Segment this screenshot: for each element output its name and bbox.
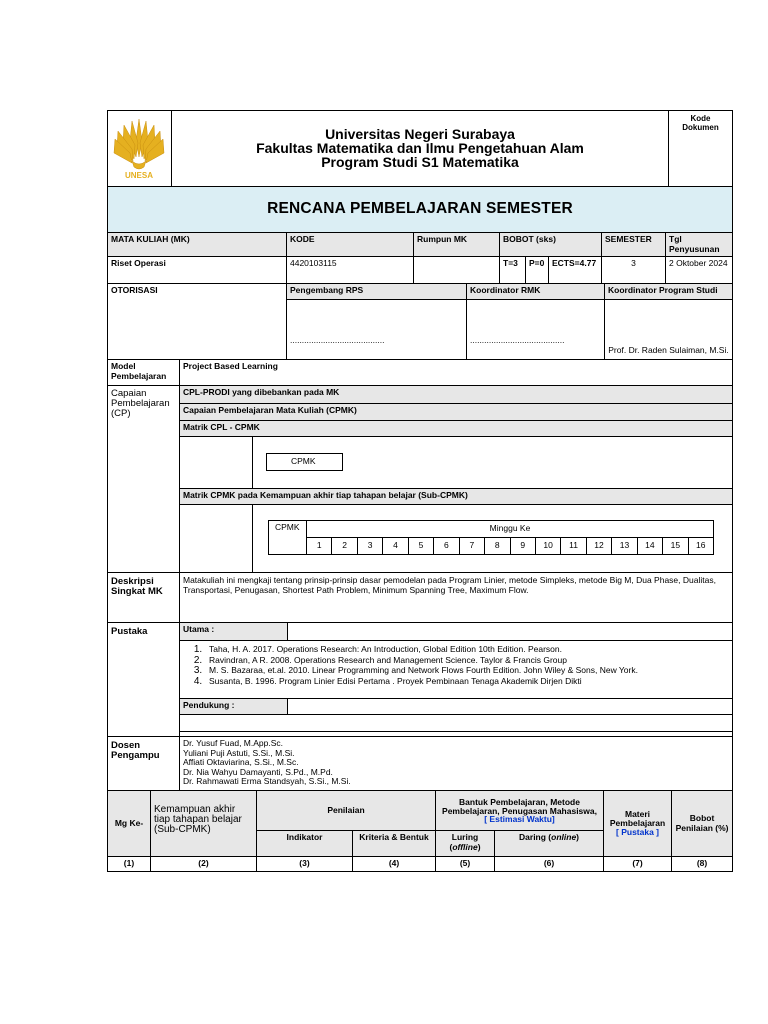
offline-text: offline <box>452 842 478 853</box>
week-cell: 2 <box>332 538 357 555</box>
model-label: Model Pembelajaran <box>108 360 180 386</box>
dosen-list <box>180 737 733 791</box>
rps-document <box>107 110 732 872</box>
dosen-name: Affiati Oktaviarina, S.Si., M.Sc. <box>183 757 299 768</box>
week-cell: 5 <box>408 538 433 555</box>
pengembang-signature: ........................................ <box>287 300 467 360</box>
rmk-signature: ........................................ <box>467 300 605 360</box>
online-text: online <box>551 832 577 843</box>
column-number-row <box>108 857 733 872</box>
utama-references <box>180 641 733 699</box>
column-number: (8) <box>672 857 733 872</box>
bantuk-text: Bantuk Pembelajaran, Metode Pembelajaran, Penugasan Mahasiswa, <box>442 797 597 816</box>
kriteria-header: Kriteria & Bentuk <box>353 831 436 857</box>
faculty-name: Fakultas Matematika dan Ilmu Pengetahuan Alam <box>256 140 584 157</box>
reference-list <box>205 644 729 686</box>
pendukung-label: Pendukung : <box>180 699 288 715</box>
column-number: (4) <box>353 857 436 872</box>
week-cell: 7 <box>459 538 484 555</box>
materi-text: Materi Pembelajaran <box>609 809 666 829</box>
pengembang-label: Pengembang RPS <box>287 284 467 300</box>
program-name: Program Studi S1 Matematika <box>321 154 519 171</box>
otorisasi-section <box>107 283 733 360</box>
reference-item: 4. Susanta, B. 1996. Program Linier Edisi Pertama . Proyek Pembinaan Tenaga Akademik Dirjen Dikti <box>205 676 729 687</box>
cp-label: Capaian Pembelajaran (CP) <box>108 386 180 573</box>
daring-text: Daring ( <box>519 832 552 843</box>
otorisasi-label: OTORISASI <box>108 284 287 360</box>
week-cell: 1 <box>307 538 332 555</box>
matrik-cpmk-body <box>180 505 733 573</box>
deskripsi-label: Deskripsi Singkat MK <box>108 573 180 623</box>
minggu-ke-label: Minggu Ke <box>307 521 714 538</box>
course-code: 4420103115 <box>287 257 414 284</box>
matrik-cpmk-header: Matrik CPMK pada Kemampuan akhir tiap tahapan belajar (Sub-CPMK) <box>180 489 733 505</box>
grid-cpmk-label: CPMK <box>269 521 307 555</box>
dosen-label: Dosen Pengampu <box>108 737 180 791</box>
schedule-table <box>107 790 733 872</box>
mata-kuliah-label: MATA KULIAH (MK) <box>108 232 287 257</box>
penilaian-header: Penilaian <box>257 791 436 831</box>
column-number: (5) <box>436 857 495 872</box>
week-cell: 11 <box>561 538 586 555</box>
cpl-prodi-header: CPL-PRODI yang dibebankan pada MK <box>180 386 733 404</box>
tgl-label: Tgl Penyusunan <box>666 232 733 257</box>
week-cell: 16 <box>688 538 713 555</box>
sks-t: T=3 <box>500 257 526 284</box>
model-cp-section <box>107 359 733 573</box>
dosen-name: Dr. Nia Wahyu Damayanti, S.Pd., M.Pd. <box>183 766 333 777</box>
luring-text: Luring <box>451 832 479 843</box>
reference-item: 3. M. S. Bazaraa, et.al. 2010. Linear Programming and Network Flows Fourth Edition. John Wiley & Sons, New York. <box>205 665 729 676</box>
course-rumpun <box>414 257 500 284</box>
rumpun-label: Rumpun MK <box>414 232 500 257</box>
course-name: Riset Operasi <box>108 257 287 284</box>
description-section <box>107 572 733 791</box>
unesa-logo-icon <box>108 111 170 183</box>
course-info <box>107 232 733 285</box>
week-cell: 14 <box>637 538 662 555</box>
week-grid <box>268 520 714 555</box>
bobot-label: BOBOT (sks) <box>500 232 602 257</box>
pustaka-label: Pustaka <box>108 623 180 737</box>
ects: ECTS=4.77 <box>549 257 602 284</box>
week-cell: 12 <box>586 538 611 555</box>
pendukung-blank <box>288 699 733 715</box>
reference-item: 2. Ravindran, A R. 2008. Operations Research and Management Science. Taylor & Francis Group <box>205 655 729 666</box>
kode-label: KODE <box>287 232 414 257</box>
reference-item: 1. Taha, H. A. 2017. Operations Research: An Introduction, Global Edition 10th Edition. Pearson. <box>205 644 729 655</box>
university-logo <box>108 111 172 187</box>
matrik-cpl-body <box>180 437 733 489</box>
week-cell: 8 <box>485 538 510 555</box>
luring-header: Luring (offline) <box>436 831 495 857</box>
week-cell: 3 <box>357 538 382 555</box>
pendukung-body <box>180 715 733 732</box>
model-value: Project Based Learning <box>180 360 733 386</box>
daring-close: ) <box>576 832 580 843</box>
koordinator-prodi-label: Koordinator Program Studi <box>605 284 733 300</box>
week-cell: 10 <box>535 538 560 555</box>
dosen-name: Dr. Rahmawati Erma Standsyah, S.Si., M.Si. <box>183 776 351 787</box>
materi-header <box>604 791 672 857</box>
week-cell: 4 <box>383 538 408 555</box>
sks-p: P=0 <box>526 257 549 284</box>
column-number: (1) <box>108 857 151 872</box>
cpmk-header: Capaian Pembelajaran Mata Kuliah (CPMK) <box>180 404 733 421</box>
week-cell: 13 <box>612 538 637 555</box>
pustaka-link-text: [ Pustaka ] <box>616 827 660 838</box>
university-name: Universitas Negeri Surabaya <box>325 126 515 143</box>
kaprodi-signature: Prof. Dr. Raden Sulaiman, M.Si. <box>605 300 733 360</box>
indikator-header: Indikator <box>257 831 353 857</box>
week-cell: 15 <box>663 538 688 555</box>
week-number-row <box>269 538 714 555</box>
estimasi-text: [ Estimasi Waktu] <box>484 814 555 825</box>
week-cell: 9 <box>510 538 535 555</box>
utama-blank <box>288 623 733 641</box>
mg-ke-header: Mg Ke- <box>108 791 151 857</box>
kode-dokumen: Kode Dokumen <box>669 111 733 187</box>
column-number: (7) <box>604 857 672 872</box>
semester-label: SEMESTER <box>602 232 666 257</box>
bantuk-header <box>436 791 604 831</box>
course-date: 2 Oktober 2024 <box>666 257 733 284</box>
column-number: (3) <box>257 857 353 872</box>
deskripsi-text: Matakuliah ini mengkaji tentang prinsip-prinsip dasar pemodelan pada Program Linier, metode Simpleks, metode Big M, Dua Phase, Dualitas, Transportasi, Penugasan, Shortest Path Problem, Minimum Spanning Tree, Maximum Flow. <box>180 573 733 623</box>
column-number: (6) <box>495 857 604 872</box>
kemampuan-header: Kemampuan akhir tiap tahapan belajar (Sub-CPMK) <box>151 791 257 857</box>
daring-header <box>495 831 604 857</box>
dosen-name: Yuliani Puji Astuti, S.Si., M.Si. <box>183 747 295 758</box>
week-cell: 6 <box>434 538 459 555</box>
koordinator-rmk-label: Koordinator RMK <box>467 284 605 300</box>
matrik-cpl-header: Matrik CPL - CPMK <box>180 421 733 437</box>
svg-text:UNESA: UNESA <box>124 171 154 180</box>
column-number: (2) <box>151 857 257 872</box>
dosen-name: Dr. Yusuf Fuad, M.App.Sc. <box>183 738 284 749</box>
document-header <box>107 110 733 233</box>
rps-title: RENCANA PEMBELAJARAN SEMESTER <box>108 186 733 232</box>
course-semester: 3 <box>602 257 666 284</box>
cpmk-box: CPMK <box>266 453 343 471</box>
institution-title <box>172 111 669 187</box>
bobot-header: Bobot Penilaian (%) <box>672 791 733 857</box>
utama-label: Utama : <box>180 623 288 641</box>
